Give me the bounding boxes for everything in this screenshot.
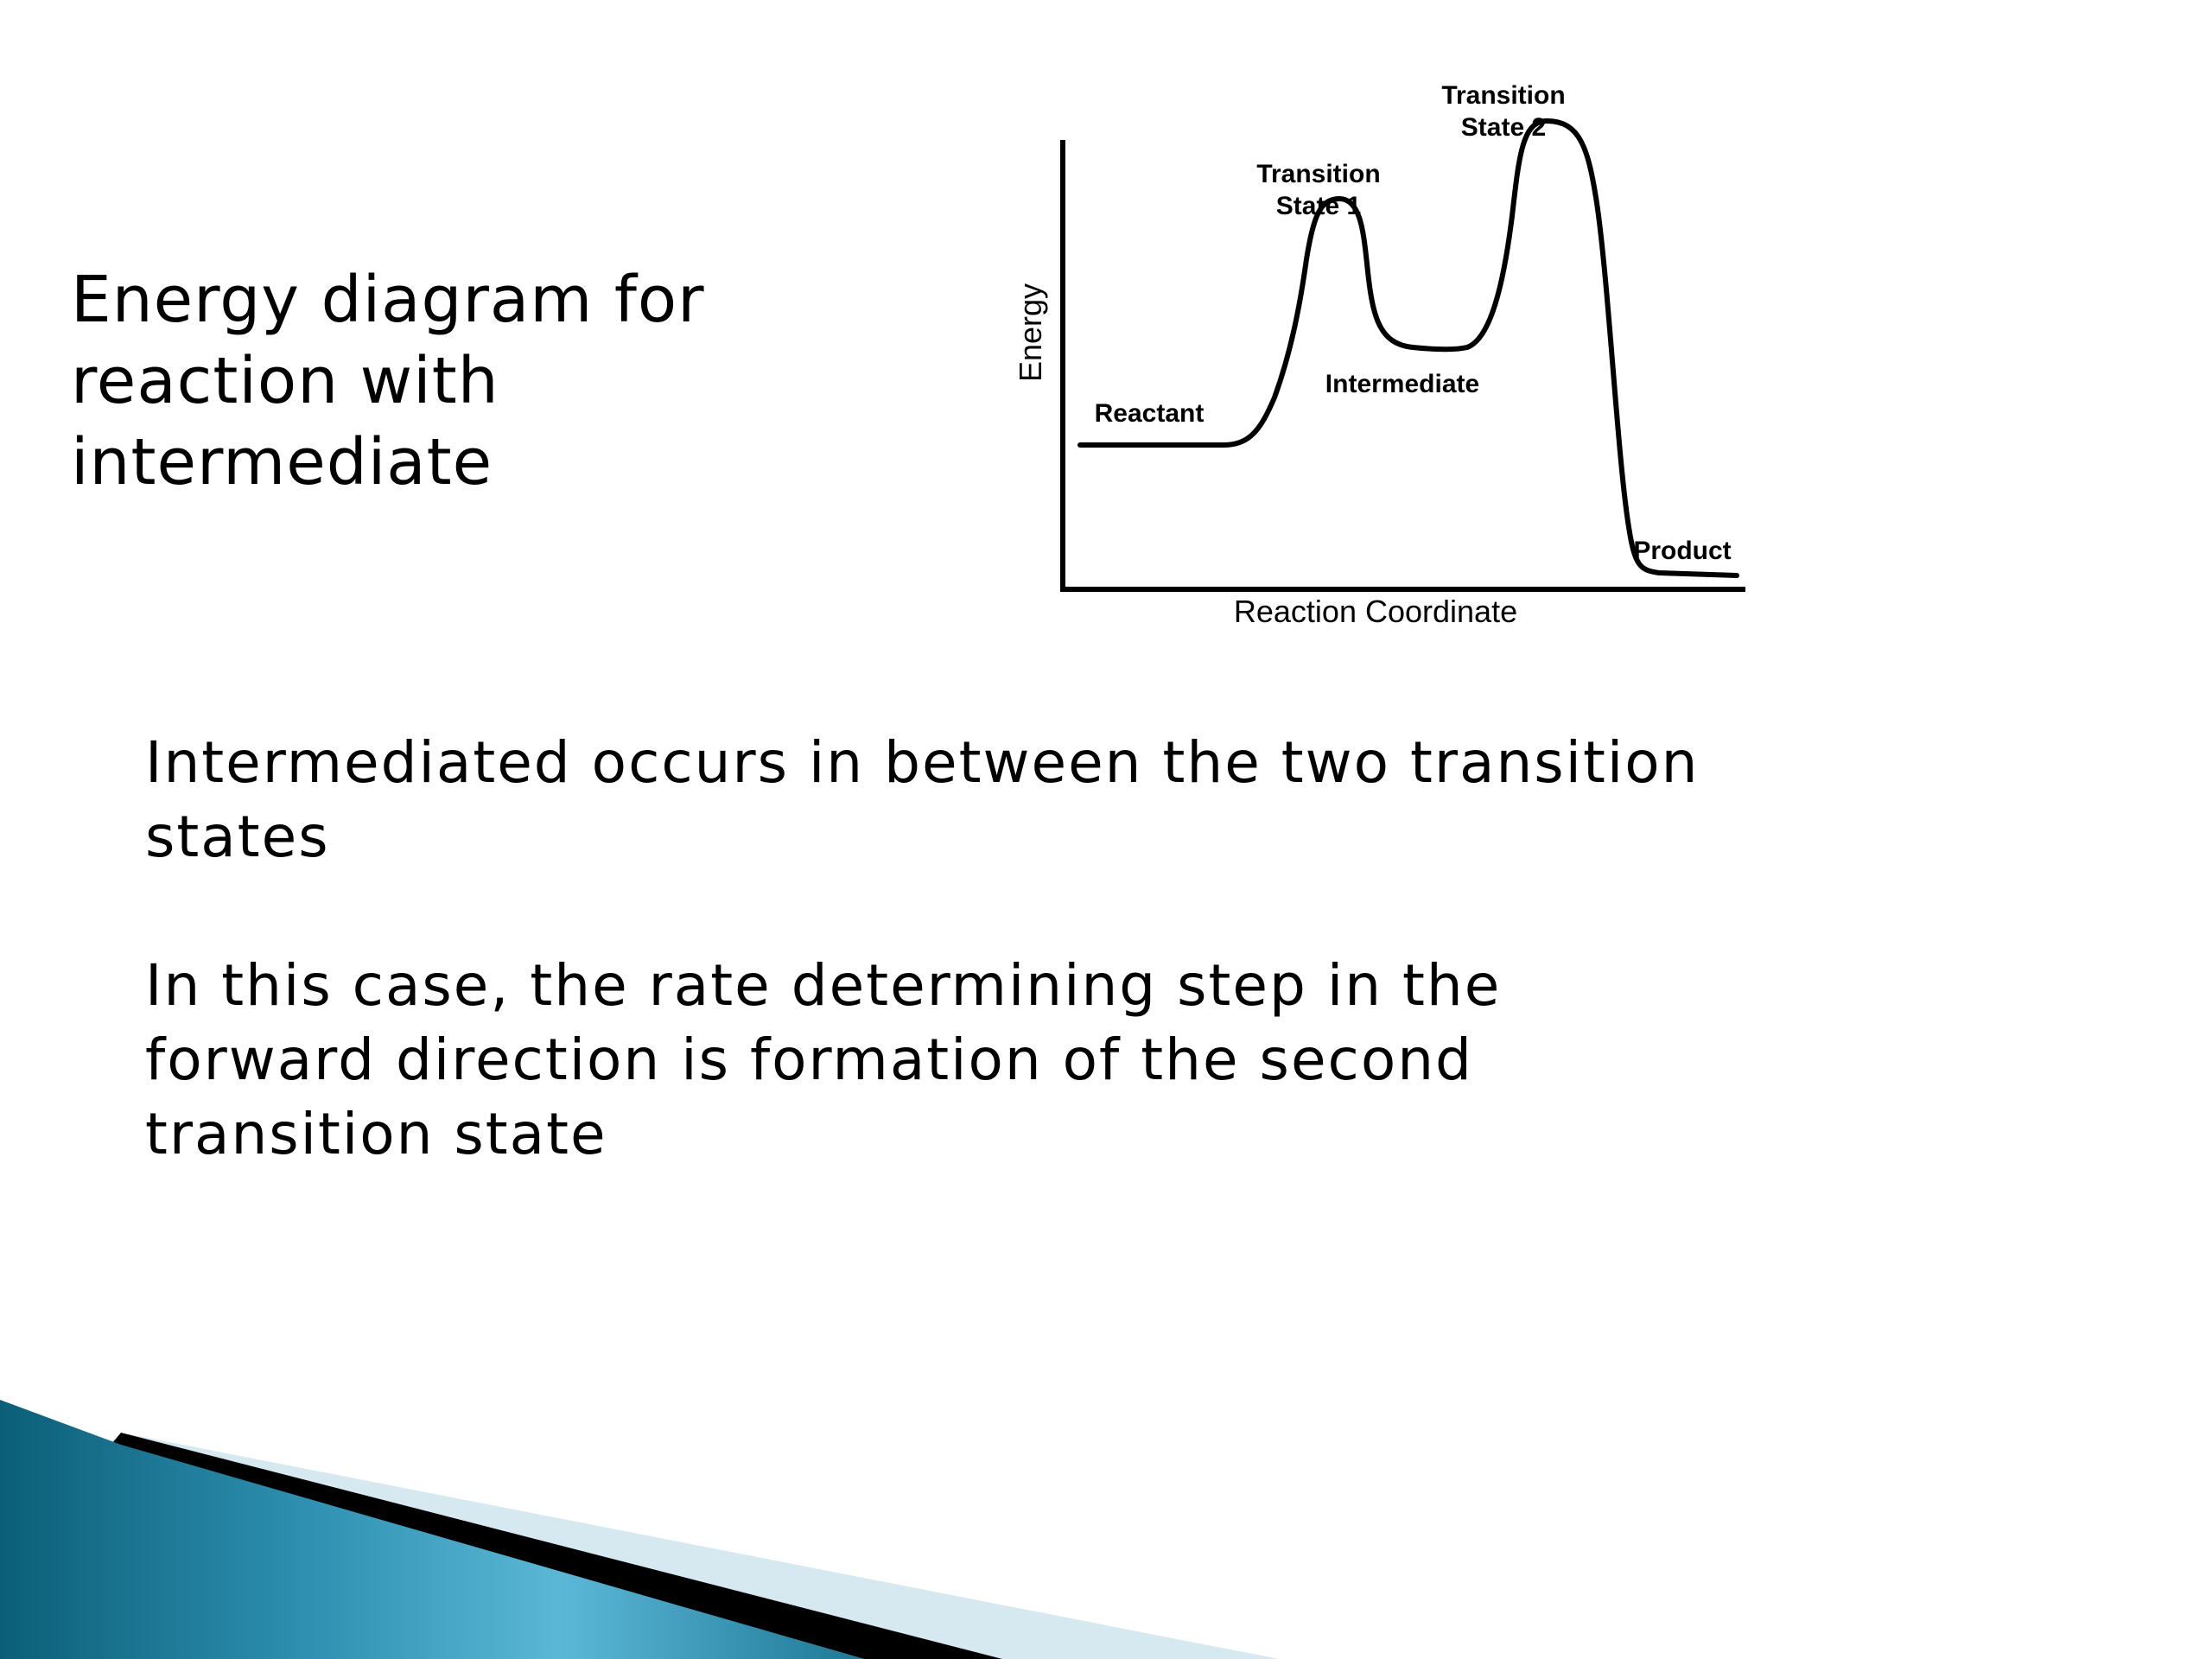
corner-swoosh-decoration bbox=[0, 1365, 2212, 1659]
y-axis-label: Energy bbox=[1013, 283, 1048, 383]
body-paragraph-rate-determining-step: In this case, the rate determining step in the forward direction is formation of the second transition state bbox=[145, 952, 1502, 1167]
slide-title: Energy diagram for reaction with intermediate bbox=[71, 263, 705, 499]
product-label: Product bbox=[1633, 537, 1732, 565]
x-axis-label: Reaction Coordinate bbox=[1233, 594, 1518, 629]
energy-diagram bbox=[994, 69, 1771, 657]
reactant-label: Reactant bbox=[1094, 399, 1205, 428]
intermediate-label: Intermediate bbox=[1325, 370, 1480, 398]
transition-state-2-label-line1: Transition bbox=[1441, 81, 1566, 110]
transition-state-1-label-line1: Transition bbox=[1256, 160, 1381, 188]
energy-curve bbox=[1080, 121, 1737, 575]
transition-state-2-label-line2: State 2 bbox=[1460, 113, 1547, 142]
transition-state-1-label-line2: State 1 bbox=[1275, 192, 1362, 220]
body-paragraph-intermediate: Intermediated occurs in between the two transition states bbox=[145, 729, 1700, 870]
